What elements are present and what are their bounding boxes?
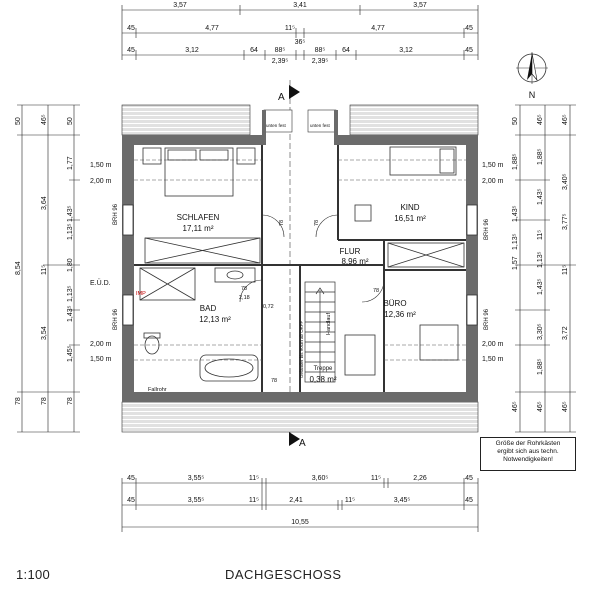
dim-right-m8: 1,88⁵	[537, 358, 544, 375]
brh-left-bot: BRH 96	[113, 308, 119, 330]
dim-right-m2: 1,88⁵	[537, 148, 544, 165]
dim-right-i3: 1,57	[512, 256, 519, 270]
height-200-left-top: 2,00 m	[90, 178, 112, 185]
label-78-buero: 78	[373, 288, 380, 294]
dim-right-i6: 46⁵	[512, 401, 519, 412]
dim-right-o4: 11⁵	[562, 264, 569, 275]
dim-top-3: 3,57	[413, 2, 427, 9]
dim-top-r2-1: 45	[127, 25, 135, 32]
height-200-right-top: 2,00 m	[482, 178, 504, 185]
dim-bot-r2-4: 2,41	[289, 497, 303, 504]
room-area-flur: 8,96 m²	[341, 257, 369, 266]
room-name-bad: BAD	[199, 304, 217, 313]
room-area-buero: 12,36 m²	[384, 310, 416, 319]
room-name-kind: KIND	[400, 203, 420, 212]
dim-top-2: 3,41	[293, 2, 307, 9]
note-line-1: Größe der Rohrkästen	[495, 440, 561, 447]
dim-top-1: 3,57	[173, 2, 187, 9]
dim-top-r3-7: 64	[342, 47, 350, 54]
label-218: 2,18	[239, 295, 250, 301]
dim-bot-r2-6: 3,45⁵	[393, 497, 411, 504]
dim-left-i7: 78	[67, 397, 74, 405]
dim-right-o1: 46⁵	[562, 114, 569, 125]
label-imp: IMP	[136, 291, 146, 297]
top-dimensions	[122, 5, 478, 60]
dim-right-i1: 50	[512, 117, 519, 125]
dim-right-m5: 1,13⁵	[537, 251, 544, 268]
dim-bot-r3-1: 10,55	[291, 519, 309, 526]
brh-left-top: BRH 96	[113, 203, 119, 225]
height-200-right-bot: 2,00 m	[482, 341, 504, 348]
dim-right-m3: 1,43⁵	[537, 188, 544, 205]
dim-top-r3b-2: 2,39⁵	[311, 58, 329, 65]
dim-left-m5: 78	[41, 397, 48, 405]
height-150-left-top: 1,50 m	[90, 162, 112, 169]
room-area-treppe: 0,38 m²	[309, 375, 337, 384]
dim-right-m1: 46⁵	[537, 114, 544, 125]
dim-top-r3-2: 3,12	[185, 47, 199, 54]
dim-left-i9: 1,13⁵	[67, 285, 74, 302]
dim-right-o3: 3,77⁵	[562, 213, 569, 230]
dim-right-m4: 11⁵	[537, 229, 544, 240]
brh-right-bot: BRH 96	[484, 308, 490, 330]
label-fallrohr: Fallrohr	[148, 387, 167, 393]
dim-top-r3b-1: 2,39⁵	[271, 58, 289, 65]
room-area-schlafen: 17,11 m²	[182, 224, 214, 233]
dim-bot-r2-7: 45	[465, 497, 473, 504]
dim-left-i4: 1,80	[67, 258, 74, 272]
dim-right-o2: 3,40⁵	[562, 173, 569, 190]
dim-bot-r1-7: 45	[465, 475, 473, 482]
dim-top-r3-4: 88⁵	[274, 47, 286, 54]
dim-right-i2: 1,88⁵	[512, 153, 519, 170]
dim-top-r3-8: 3,12	[399, 47, 413, 54]
dim-left-i3: 1,43⁵	[67, 205, 74, 222]
note-box	[480, 437, 576, 471]
dim-top-r3-1: 45	[127, 47, 135, 54]
room-name-schlafen: SCHLAFEN	[176, 213, 220, 222]
dim-top-r2-4: 4,77	[371, 25, 385, 32]
note-line-2: ergibt sich aus techn.	[497, 448, 559, 455]
dim-left-i8: 1,13⁵	[67, 223, 74, 240]
dim-bot-r1-6: 2,26	[413, 475, 427, 482]
label-eud: E.Ü.D.	[90, 280, 111, 287]
north-label: N	[528, 90, 536, 100]
label-gelaender: Geländer bis 90cm ab OKFF	[299, 320, 304, 378]
dim-right-o6: 46⁵	[562, 401, 569, 412]
room-name-flur: FLUR	[339, 247, 361, 256]
section-label-top: A	[278, 92, 285, 103]
dim-left-o2: 8,54	[15, 261, 22, 275]
height-200-left-bot: 2,00 m	[90, 341, 112, 348]
dim-bot-r2-2: 3,55⁵	[187, 497, 205, 504]
drawing-title: DACHGESCHOSS	[225, 567, 342, 582]
dim-left-m1: 46⁵	[41, 114, 48, 125]
dim-left-m2: 3,64	[41, 196, 48, 210]
dim-top-r2-2: 4,77	[205, 25, 219, 32]
dim-top-r3-6: 88⁵	[314, 47, 326, 54]
dim-bot-r1-5: 11⁵	[370, 475, 382, 482]
skylight-label-1: unten fest	[266, 123, 286, 128]
dim-bot-r2-3: 11⁵	[248, 497, 260, 504]
dim-left-i5: 1,43⁵	[67, 305, 74, 322]
dim-right-m7: 3,30⁵	[537, 323, 544, 340]
dim-top-r2-5: 45	[465, 25, 473, 32]
dim-right-m6: 1,43⁵	[537, 278, 544, 295]
height-150-left-bot: 1,50 m	[90, 356, 112, 363]
section-label-bottom: A	[299, 438, 306, 449]
dim-bot-r1-3: 11⁵	[248, 475, 260, 482]
dim-right-m9: 46⁵	[537, 401, 544, 412]
room-name-buero: BÜRO	[383, 299, 407, 308]
dim-right-i4: 1,43⁵	[512, 205, 519, 222]
dim-left-o1: 50	[15, 117, 22, 125]
dim-top-r3-9: 45	[465, 47, 473, 54]
dim-bot-r2-5: 11⁵	[344, 497, 356, 504]
dim-left-m3: 11⁵	[41, 264, 48, 275]
dim-bot-r1-2: 3,55⁵	[187, 475, 205, 482]
dim-right-i5: 1,13⁵	[512, 233, 519, 250]
brh-right-top: BRH 96	[484, 218, 490, 240]
north-arrow-icon	[516, 52, 548, 100]
label-78-bad: 78	[241, 286, 248, 292]
dim-left-i6: 1,45⁵	[67, 345, 74, 362]
drawing-scale: 1:100	[16, 567, 51, 582]
room-area-bad: 12,13 m²	[199, 315, 231, 324]
dim-bot-r2-1: 45	[127, 497, 135, 504]
label-handlauf: Handlauf	[326, 312, 332, 335]
room-name-treppe: Treppe	[313, 366, 333, 372]
dim-top-r3-3: 64	[250, 47, 258, 54]
dim-left-m4: 3,54	[41, 326, 48, 340]
label-78-stair: 78	[271, 378, 278, 384]
label-78-flur: 78	[279, 219, 285, 226]
height-150-right-bot: 1,50 m	[482, 356, 504, 363]
skylight-label-2: unten fest	[310, 123, 330, 128]
room-area-kind: 16,51 m²	[394, 214, 426, 223]
dim-top-r3-5: 36⁵	[294, 39, 306, 46]
dim-top-r2-3: 11⁵	[284, 25, 296, 32]
dim-left-i2: 1,77	[67, 156, 74, 170]
dim-bot-r1-4: 3,60⁵	[311, 475, 329, 482]
label-78-flur2: 78	[314, 219, 320, 226]
dim-left-o3: 78	[15, 397, 22, 405]
height-150-right-top: 1,50 m	[482, 162, 504, 169]
label-072: 0,72	[263, 304, 274, 310]
dim-right-o5: 3,72	[562, 326, 569, 340]
dim-bot-r1-1: 45	[127, 475, 135, 482]
dim-left-i1: 50	[67, 117, 74, 125]
note-line-3: Notwendigkeiten!	[503, 456, 553, 463]
